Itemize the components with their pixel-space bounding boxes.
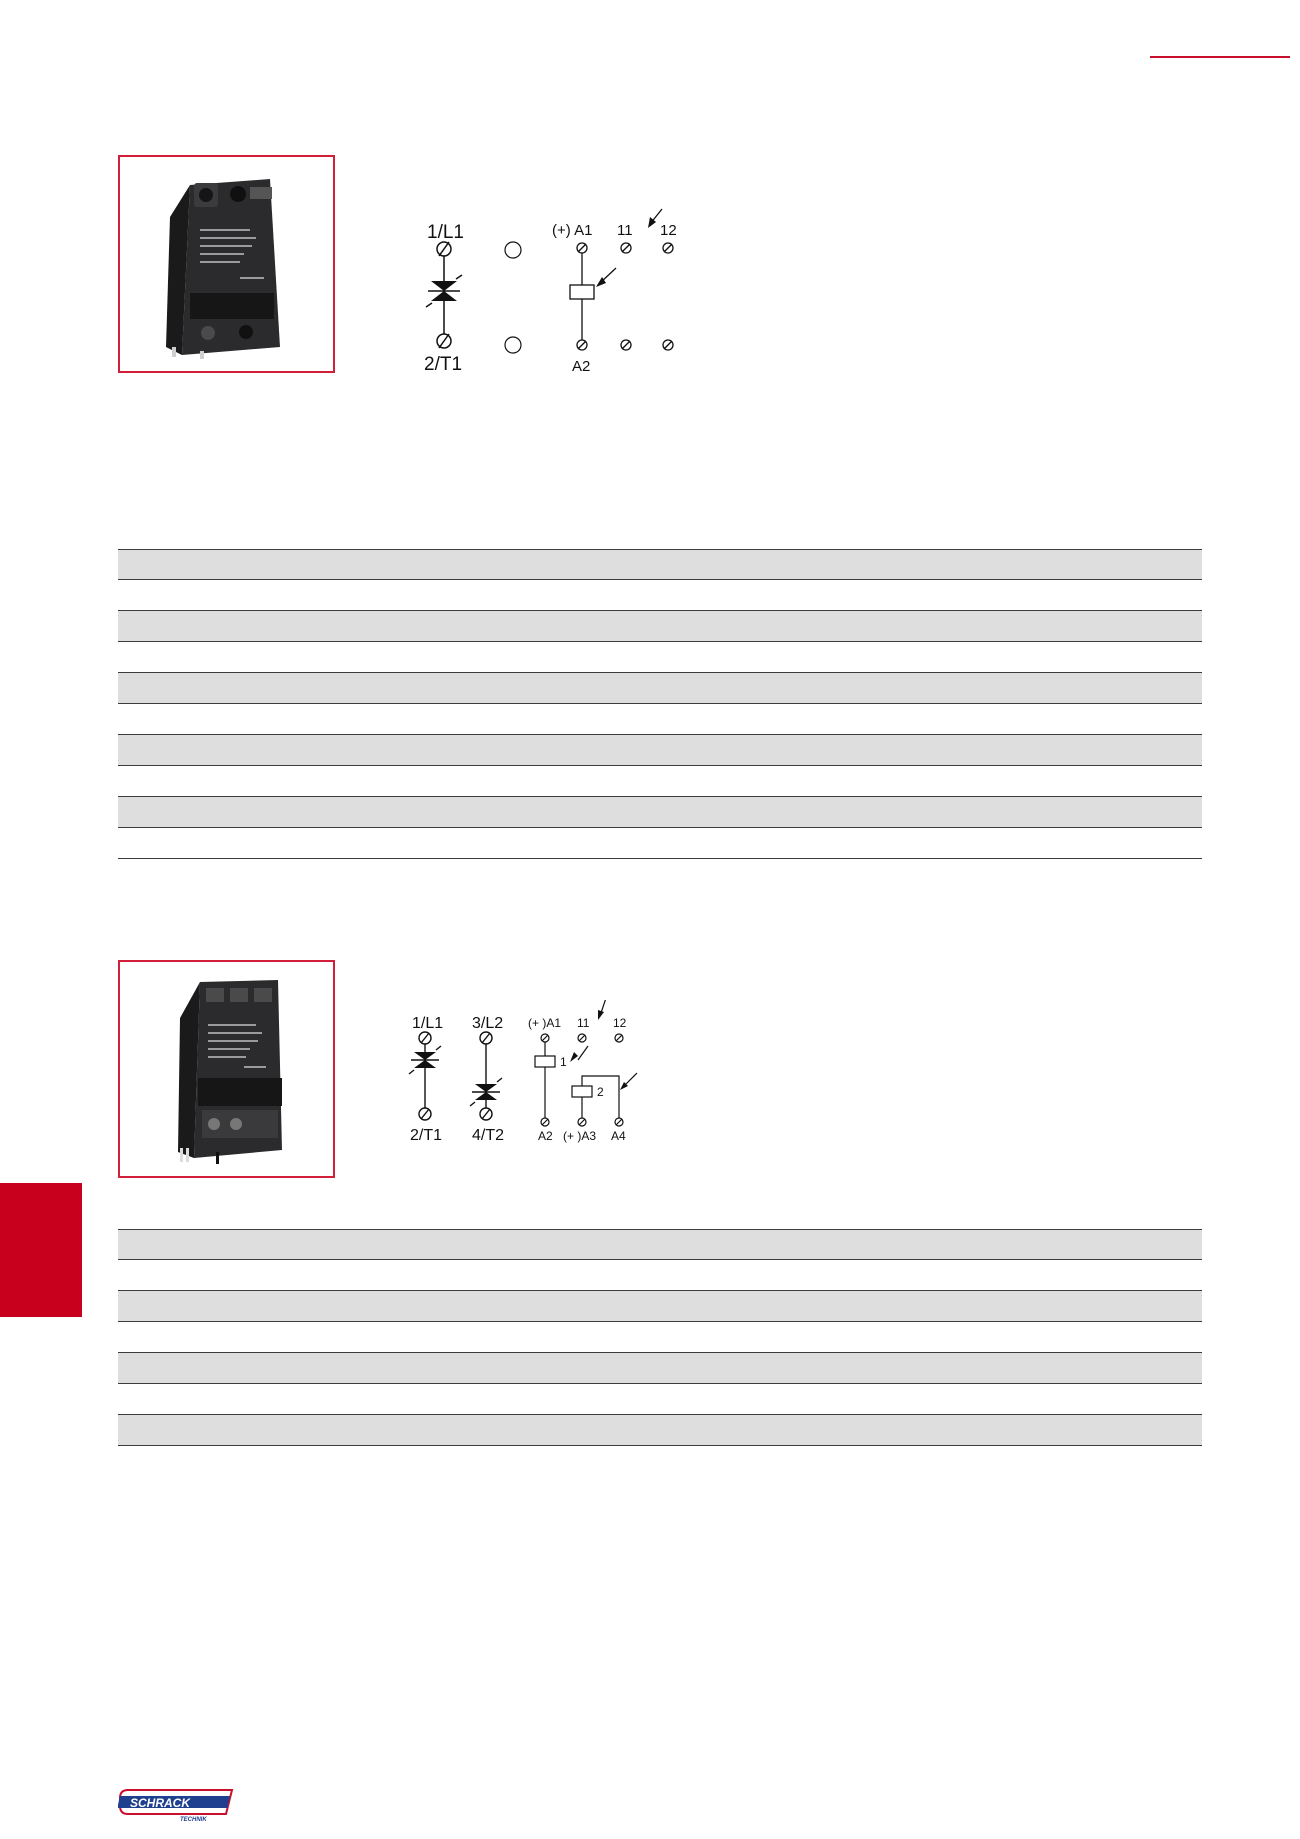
terminal-2-t1: 2/T1 bbox=[410, 1127, 443, 1144]
terminal-12: 12 bbox=[613, 1016, 627, 1030]
spec-table-single bbox=[118, 549, 1202, 859]
wiring-diagram-single bbox=[420, 195, 710, 380]
relay-photo bbox=[120, 157, 333, 371]
relay-photo bbox=[120, 962, 333, 1176]
table-row bbox=[118, 549, 1202, 580]
schrack-logo bbox=[118, 1786, 238, 1826]
terminal-1-l1: 1/L1 bbox=[427, 222, 464, 243]
table-row bbox=[118, 828, 1202, 859]
terminal-a1: (+) A1 bbox=[552, 222, 593, 239]
unused-terminal bbox=[505, 337, 521, 353]
terminal-2-t1: 2/T1 bbox=[424, 354, 463, 375]
terminal-a2: A2 bbox=[572, 358, 591, 375]
table-row bbox=[118, 1384, 1202, 1415]
coil-2-label: 2 bbox=[597, 1085, 604, 1099]
product-photo-frame bbox=[118, 155, 335, 373]
product-photo-frame bbox=[118, 960, 335, 1178]
table-row bbox=[118, 766, 1202, 797]
unused-terminal bbox=[505, 242, 521, 258]
table-row bbox=[118, 580, 1202, 611]
wiring-diagram-dual bbox=[400, 1000, 670, 1150]
logo-mark bbox=[118, 1786, 238, 1826]
table-row bbox=[118, 1353, 1202, 1384]
table-row bbox=[118, 1322, 1202, 1353]
table-row bbox=[118, 1260, 1202, 1291]
terminal-4-t2: 4/T2 bbox=[472, 1127, 505, 1144]
terminal-12: 12 bbox=[660, 222, 677, 239]
terminal-1-l1: 1/L1 bbox=[412, 1015, 444, 1032]
table-row bbox=[118, 797, 1202, 828]
table-row bbox=[118, 1291, 1202, 1322]
coil-1-label: 1 bbox=[560, 1055, 567, 1069]
header-rule bbox=[1150, 56, 1290, 58]
logo-text: SCHRACK bbox=[130, 1796, 190, 1810]
terminal-a2: A2 bbox=[538, 1129, 553, 1143]
terminal-a1: (+ )A1 bbox=[528, 1016, 562, 1030]
spec-table-dual bbox=[118, 1229, 1202, 1446]
section-tab bbox=[0, 1183, 82, 1317]
terminal-a3: (+ )A3 bbox=[563, 1129, 597, 1143]
table-row bbox=[118, 642, 1202, 673]
table-row bbox=[118, 735, 1202, 766]
terminal-11: 11 bbox=[577, 1016, 590, 1030]
logo-subtext: TECHNIK bbox=[180, 1817, 207, 1823]
terminal-3-l2: 3/L2 bbox=[472, 1015, 504, 1032]
terminal-a4: A4 bbox=[611, 1129, 626, 1143]
table-row bbox=[118, 673, 1202, 704]
table-row bbox=[118, 1415, 1202, 1446]
terminal-11: 11 bbox=[617, 222, 633, 239]
table-row bbox=[118, 704, 1202, 735]
table-row bbox=[118, 1229, 1202, 1260]
table-row bbox=[118, 611, 1202, 642]
